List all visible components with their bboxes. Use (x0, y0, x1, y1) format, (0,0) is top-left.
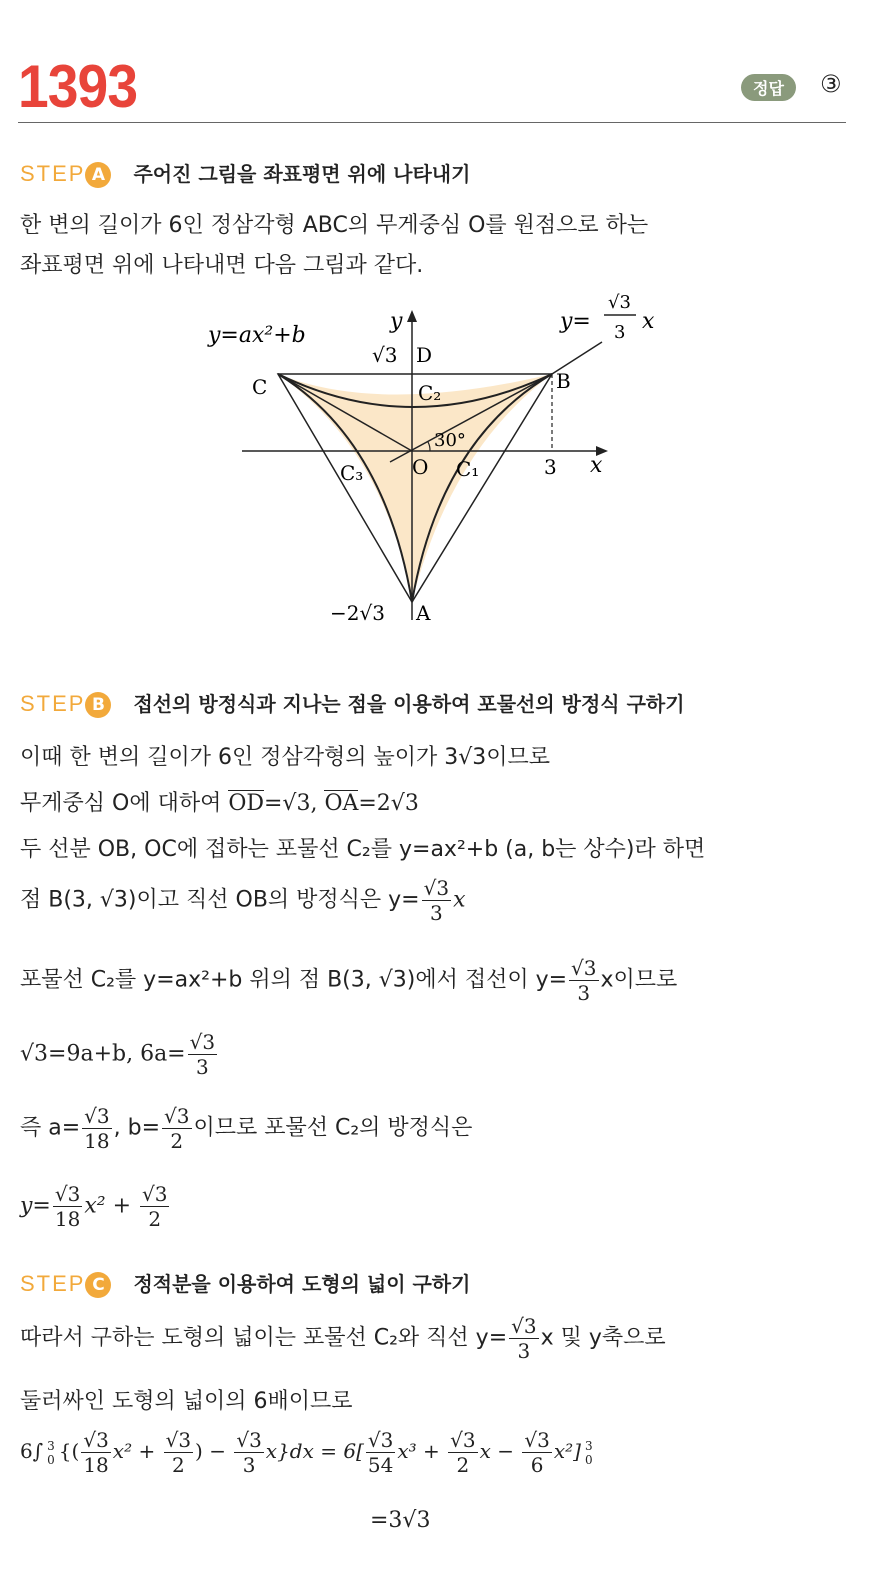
text-line (20, 1030, 219, 1079)
line-label-right: x (642, 309, 655, 334)
text-fragment: y= (20, 1193, 51, 1219)
fraction (188, 1030, 217, 1079)
denominator: 3 (195, 1055, 209, 1079)
origin-label: O (412, 455, 429, 479)
text-fragment: √3=9a+b, 6a= (20, 1041, 186, 1067)
step-letter: C (85, 1272, 111, 1298)
denominator: 6 (530, 1453, 544, 1477)
header-divider (18, 122, 846, 123)
numerator: √3 (142, 1182, 168, 1206)
text-fragment: 무게중심 O에 대하여 (20, 791, 229, 816)
denominator: 18 (83, 1453, 109, 1477)
text-fragment: 포물선 C₂를 y=ax²+b 위의 점 B(3, √3)에서 접선이 y= (20, 967, 568, 993)
answer-value: ③ (820, 70, 842, 98)
limit-top: 3 (584, 1438, 593, 1453)
text-line (20, 1182, 171, 1231)
fraction (569, 956, 598, 1005)
segment-od: OD (228, 791, 264, 816)
numerator: √3 (524, 1428, 550, 1452)
denominator: 2 (148, 1207, 162, 1231)
fraction (53, 1182, 82, 1231)
text-fragment: 따라서 구하는 도형의 넓이는 포물선 C₂와 직선 y= (20, 1325, 508, 1351)
point-d-label: D (416, 343, 433, 367)
numerator: √3 (367, 1428, 394, 1452)
y-axis-arrow (407, 310, 417, 322)
text-fragment: x²] (553, 1439, 581, 1463)
text-fragment: x (453, 887, 466, 913)
curve-c2-label: C₂ (418, 381, 442, 405)
text-fragment: 점 B(3, √3)이고 직선 OB의 방정식은 y= (20, 887, 420, 913)
text-line (20, 1104, 472, 1153)
fraction (422, 876, 451, 925)
point-a-label: A (416, 601, 431, 625)
limit-top: 3 (47, 1438, 55, 1453)
text-line: 좌표평면 위에 나타내면 다음 그림과 같다. (20, 253, 424, 278)
text-fragment: =√3, (264, 791, 325, 816)
fraction (162, 1104, 191, 1153)
numerator: √3 (84, 1104, 110, 1128)
text-fragment: x 및 y축으로 (540, 1325, 666, 1351)
text-fragment: {( (58, 1439, 80, 1463)
segment-oa: OA (324, 791, 359, 816)
numerator: √3 (571, 956, 597, 980)
denominator: 2 (170, 1129, 184, 1153)
text-line: 두 선분 OB, OC에 접하는 포물선 C₂를 y=ax²+b (a, b는 상수)라 하면 (20, 837, 706, 862)
text-fragment: x이므로 (600, 967, 678, 993)
denominator: 3 (517, 1339, 531, 1363)
text-line: 한 변의 길이가 6인 정삼각형 ABC의 무게중심 O를 원점으로 하는 (20, 213, 649, 238)
text-fragment: x² + (112, 1439, 162, 1463)
denominator: 2 (171, 1453, 185, 1477)
numerator: √3 (189, 1030, 216, 1054)
curve-c3-label: C₃ (340, 461, 364, 485)
step-label: STEP (20, 161, 86, 186)
step-b-heading (20, 688, 685, 718)
step-label: STEP (20, 691, 86, 716)
answer-badge: 정답 (741, 74, 796, 101)
text-line (20, 956, 677, 1005)
integral-equation (20, 1428, 597, 1477)
final-result: =3√3 (370, 1508, 431, 1533)
curve-label: y=ax²+b (208, 323, 306, 348)
fraction (140, 1182, 169, 1231)
step-c-heading (20, 1268, 470, 1298)
text-line (20, 876, 466, 925)
step-label: STEP (20, 1271, 86, 1296)
denominator: 2 (456, 1453, 470, 1477)
fraction (81, 1428, 110, 1477)
curve-c1-label: C₁ (456, 457, 480, 481)
fraction (448, 1428, 477, 1477)
denominator: 3 (429, 901, 443, 925)
text-fragment: x}dx = 6[ (265, 1439, 364, 1463)
numerator: √3 (54, 1182, 81, 1206)
step-title: 접선의 방정식과 지나는 점을 이용하여 포물선의 방정식 구하기 (133, 692, 685, 716)
problem-number: 1393 (18, 53, 138, 120)
text-fragment: 6∫ (20, 1439, 44, 1463)
numerator: √3 (165, 1428, 192, 1452)
line-label-left: y= (560, 309, 591, 334)
limit-bottom: 0 (584, 1452, 593, 1467)
text-fragment: ) − (195, 1439, 233, 1463)
fraction (366, 1428, 395, 1477)
fraction (82, 1104, 111, 1153)
point-c-label: C (252, 375, 268, 399)
fraction (522, 1428, 551, 1477)
line-label-num: √3 (608, 292, 631, 313)
a-value-label: −2√3 (330, 601, 385, 625)
x-three-label: 3 (544, 455, 557, 479)
numerator: √3 (164, 1104, 190, 1128)
triangle-figure (190, 290, 690, 640)
denominator: 18 (54, 1207, 81, 1231)
text-fragment: 이므로 포물선 C₂의 방정식은 (193, 1115, 473, 1141)
step-letter: B (85, 692, 111, 718)
numerator: √3 (450, 1428, 476, 1452)
y-axis-label: y (390, 309, 403, 334)
step-a-heading (20, 158, 470, 188)
fraction (164, 1428, 193, 1477)
x-axis-label: x (590, 453, 603, 478)
step-title: 주어진 그림을 좌표평면 위에 나타내기 (133, 162, 471, 186)
step-letter: A (85, 162, 111, 188)
text-line: 이때 한 변의 길이가 6인 정삼각형의 높이가 3√3이므로 (20, 745, 551, 770)
angle-label: 30° (434, 430, 466, 451)
denominator: 18 (84, 1129, 110, 1153)
fraction (509, 1314, 538, 1363)
fraction (234, 1428, 263, 1477)
text-fragment: x − (479, 1439, 521, 1463)
denominator: 3 (577, 981, 591, 1005)
text-line: 둘러싸인 도형의 넓이의 6배이므로 (20, 1389, 353, 1414)
numerator: √3 (236, 1428, 262, 1452)
evaluation-limits (583, 1439, 595, 1467)
shaded-region (278, 374, 552, 602)
text-line (20, 1314, 666, 1363)
text-fragment: , b= (113, 1115, 161, 1141)
numerator: √3 (511, 1314, 537, 1338)
text-fragment: =2√3 (358, 791, 419, 816)
text-fragment: x² + (84, 1193, 138, 1219)
line-label-den: 3 (614, 322, 626, 343)
text-fragment: x³ + (397, 1439, 447, 1463)
denominator: 3 (242, 1453, 256, 1477)
integral-limits (45, 1439, 57, 1467)
text-line (20, 786, 419, 817)
step-title: 정적분을 이용하여 도형의 넓이 구하기 (133, 1272, 471, 1296)
text-fragment: 즉 a= (20, 1115, 81, 1141)
numerator: √3 (423, 876, 450, 900)
denominator: 54 (367, 1453, 394, 1477)
limit-bottom: 0 (47, 1452, 55, 1467)
numerator: √3 (83, 1428, 109, 1452)
point-b-label: B (556, 369, 571, 393)
d-value-label: √3 (372, 343, 398, 367)
